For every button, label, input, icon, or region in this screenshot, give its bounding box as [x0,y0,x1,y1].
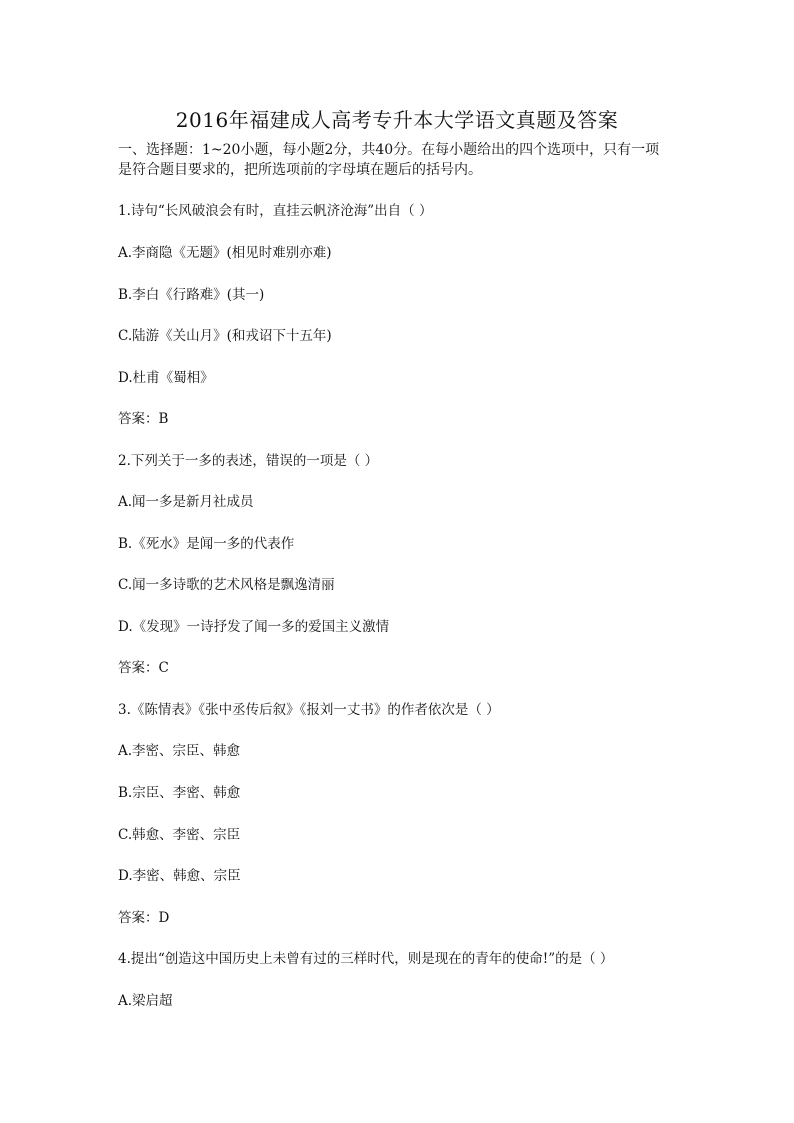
question-3-stem: 3.《陈情表》《张中丞传后叙》《报刘一丈书》的作者依次是（ ） [118,702,500,718]
question-3-option-d: D.李密、韩愈、宗臣 [118,868,241,884]
question-3-option-c: C.韩愈、李密、宗臣 [118,827,241,843]
question-1-stem: 1.诗句“长风破浪会有时，直挂云帆济沧海”出自（ ） [118,203,433,219]
question-2-option-a: A.闻一多是新月社成员 [118,494,254,510]
question-4-stem: 4.提出“创造这中国历史上未曾有过的三样时代，则是现在的青年的使命!”的是（ ） [118,951,614,967]
question-3-answer: 答案：D [118,910,170,926]
question-1-option-a: A.李商隐《无题》(相见时难别亦难) [118,245,332,261]
question-3-option-b: B.宗臣、李密、韩愈 [118,785,241,801]
question-2-option-d: D.《发现》一诗抒发了闻一多的爱国主义激情 [118,619,390,635]
intro-line-1: 一、选择题：1~20小题，每小题2分，共40分。在每小题给出的四个选项中，只有一项 [118,142,660,158]
intro-line-2: 是符合题目要求的，把所选项前的字母填在题后的括号内。 [118,162,482,178]
question-2-option-c: C.闻一多诗歌的艺术风格是飘逸清丽 [118,577,335,593]
question-3-option-a: A.李密、宗臣、韩愈 [118,743,241,759]
question-2-answer: 答案：C [118,660,169,676]
question-1-option-c: C.陆游《关山月》(和戎诏下十五年) [118,328,332,344]
question-1-option-d: D.杜甫《蜀相》 [118,370,214,386]
question-4-option-a: A.梁启超 [118,993,173,1009]
question-2-stem: 2.下列关于一多的表述，错误的一项是（ ） [118,453,379,469]
document-title: 2016年福建成人高考专升本大学语文真题及答案 [175,108,619,132]
question-1-option-b: B.李白《行路难》(其一) [118,287,265,303]
question-1-answer: 答案：B [118,411,169,427]
section-intro [118,140,678,180]
question-2-option-b: B.《死水》是闻一多的代表作 [118,536,295,552]
